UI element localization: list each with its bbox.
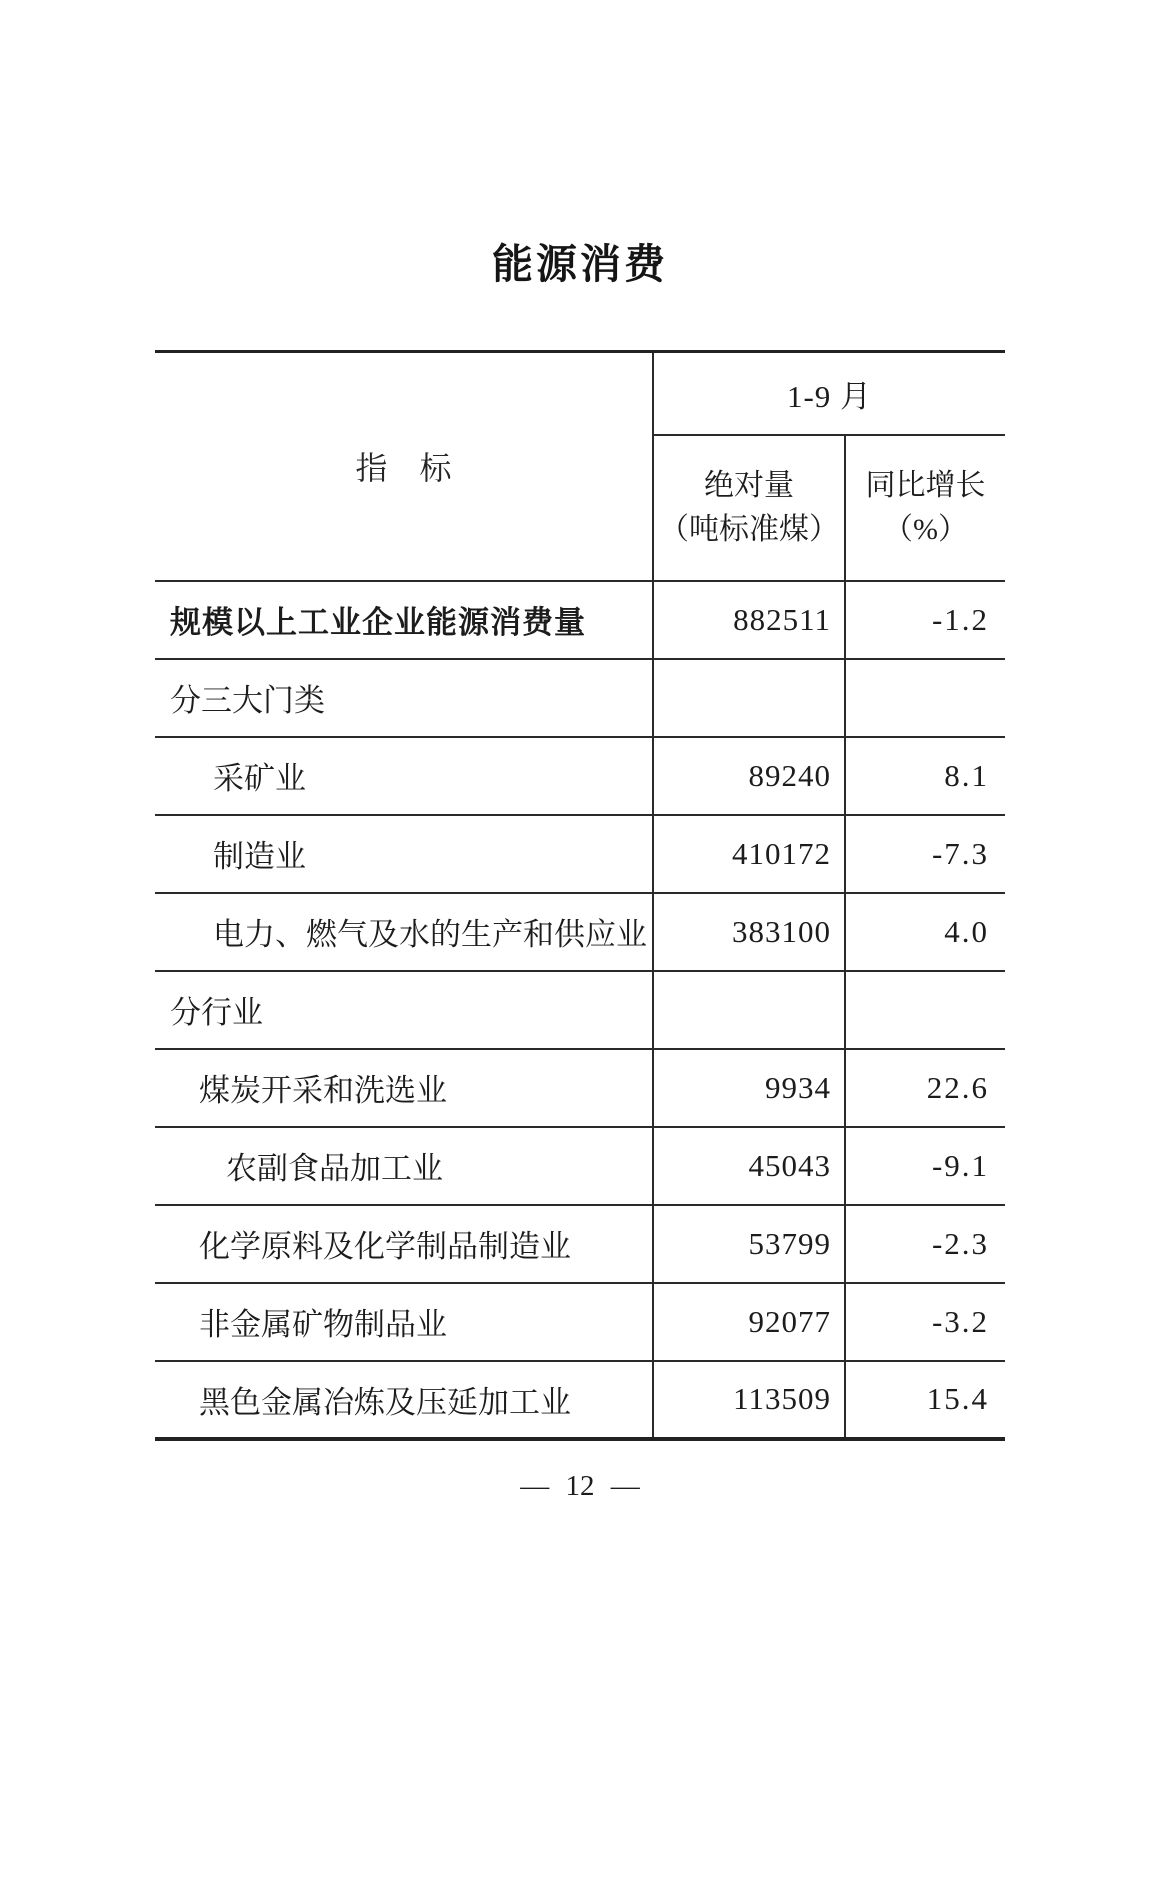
growth-value-cell: -3.2 xyxy=(845,1283,1005,1361)
absolute-value-cell: 45043 xyxy=(653,1127,845,1205)
row-label-cell: 分行业 xyxy=(155,971,653,1049)
period-column-header: 1-9 月 xyxy=(653,352,1005,435)
page-number: — 12 — xyxy=(520,1469,640,1502)
table-row xyxy=(155,971,1005,1049)
row-label-cell: 分三大门类 xyxy=(155,659,653,737)
growth-value-cell: 4.0 xyxy=(845,893,1005,971)
table-row xyxy=(155,737,1005,815)
growth-value-cell xyxy=(845,659,1005,737)
yoy-growth-column-header xyxy=(845,435,1005,581)
absolute-value-cell: 882511 xyxy=(653,581,845,659)
table-row xyxy=(155,581,1005,659)
row-label-cell: 非金属矿物制品业 xyxy=(155,1283,653,1361)
row-label-cell: 规模以上工业企业能源消费量 xyxy=(155,581,653,659)
absolute-value-cell: 9934 xyxy=(653,1049,845,1127)
absolute-value-cell: 53799 xyxy=(653,1205,845,1283)
row-label-cell: 采矿业 xyxy=(155,737,653,815)
absolute-value-cell: 410172 xyxy=(653,815,845,893)
row-label-cell: 黑色金属冶炼及压延加工业 xyxy=(155,1361,653,1439)
growth-value-cell: -9.1 xyxy=(845,1127,1005,1205)
absolute-value-cell xyxy=(653,659,845,737)
indicator-column-header: 指 标 xyxy=(155,352,653,581)
yoy-growth-header-line2: （%） xyxy=(883,512,968,546)
absolute-value-cell: 89240 xyxy=(653,737,845,815)
growth-value-cell: -7.3 xyxy=(845,815,1005,893)
table-row xyxy=(155,1361,1005,1439)
growth-value-cell xyxy=(845,971,1005,1049)
table-row xyxy=(155,1127,1005,1205)
energy-consumption-table xyxy=(155,350,1005,1441)
table-header xyxy=(155,352,1005,581)
absolute-value-cell xyxy=(653,971,845,1049)
growth-value-cell: 8.1 xyxy=(845,737,1005,815)
absolute-value-cell: 92077 xyxy=(653,1283,845,1361)
table-row xyxy=(155,659,1005,737)
header-row-period xyxy=(155,352,1005,435)
absolute-value-cell: 383100 xyxy=(653,893,845,971)
table-row xyxy=(155,815,1005,893)
absolute-value-column-header xyxy=(653,435,845,581)
absolute-value-cell: 113509 xyxy=(653,1361,845,1439)
absolute-value-header-line1: 绝对量 xyxy=(704,468,794,502)
row-label-cell: 化学原料及化学制品制造业 xyxy=(155,1205,653,1283)
row-label-cell: 制造业 xyxy=(155,815,653,893)
row-label-cell: 农副食品加工业 xyxy=(155,1127,653,1205)
absolute-value-header-line2: （吨标准煤） xyxy=(659,512,839,546)
growth-value-cell: 22.6 xyxy=(845,1049,1005,1127)
yoy-growth-header-line1: 同比增长 xyxy=(865,468,986,502)
table-row xyxy=(155,1205,1005,1283)
row-label-cell: 煤炭开采和洗选业 xyxy=(155,1049,653,1127)
growth-value-cell: -1.2 xyxy=(845,581,1005,659)
table-row xyxy=(155,1049,1005,1127)
row-label-cell: 电力、燃气及水的生产和供应业 xyxy=(155,893,653,971)
growth-value-cell: 15.4 xyxy=(845,1361,1005,1439)
document-page xyxy=(155,238,1005,1507)
table-body xyxy=(155,581,1005,1439)
table-row xyxy=(155,1283,1005,1361)
page-title: 能源消费 xyxy=(492,241,668,287)
table-row xyxy=(155,893,1005,971)
growth-value-cell: -2.3 xyxy=(845,1205,1005,1283)
